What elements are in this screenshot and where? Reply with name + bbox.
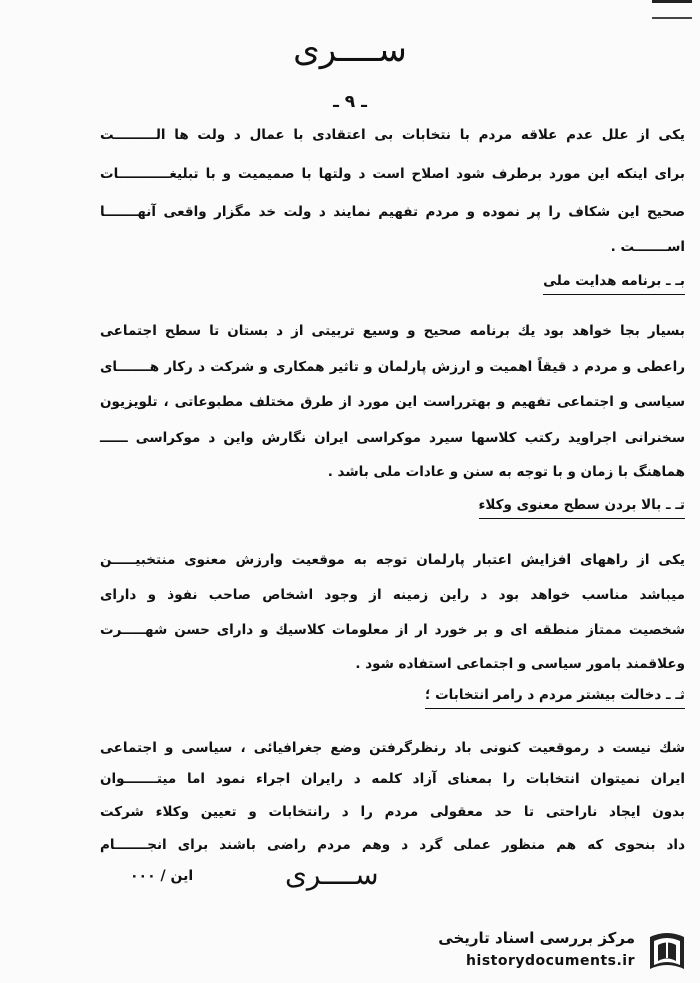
section-heading: تـ ـ بالا بردن سطح معنوی وکلاء <box>479 494 685 519</box>
body-line: بدون ایجاد ناراحتی تا حد معقولی مردم را د رانتخابات و تعیین وکلاء شرکت <box>100 804 685 820</box>
body-line: برای اینکه این مورد برطرف شود اصلاح است د ولتها با صمیمیت و با تبلیغـــــــــــات <box>100 166 685 182</box>
body-line: شخصیت ممتاز منطقه ای و بر خورد ار از معلومات کلاسیك و دارای حسن شهـــــرت <box>100 622 685 638</box>
body-line: شك نیست د رموقعیت کنونی باد رنظرگرفتن وضع جغرافیائی ، سیاسی و اجتماعی <box>100 740 685 756</box>
body-line: یکی از علل عدم علاقه مردم با نتخابات بی اعتقادی با عمال د ولت ها الـــــــــت <box>100 127 685 143</box>
reference-code: این / ۰۰۰ <box>130 868 194 884</box>
body-line: وعلاقمند بامور سیاسی و اجتماعی استفاده شود . <box>355 656 685 672</box>
body-line: بسیار بجا خواهد بود یك برنامه صحیح و وسیع تربیتی از د بستان تا سطح اجتماعی <box>100 323 685 339</box>
corner-mark <box>652 0 692 19</box>
watermark-url: historydocuments.ir <box>466 953 635 969</box>
body-line: هماهنگ با زمان و با توجه به سنن و عادات ملی باشد . <box>327 464 685 480</box>
body-line: سخنرانی اجراوید رکتب کلاسها سیرد موکراسی ایران نگارش واین د موکراسی ــــــ <box>100 430 685 446</box>
body-line: صحیح این شکاف را پر نموده و مردم تفهیم نمایند د ولت خد مگزار واقعی آنهـــــــا <box>100 204 685 220</box>
body-line: داد بنحوی که هم منظور عملی گرد د وهم مردم راضی باشند برای انجـــــــام <box>100 837 685 853</box>
body-line: اســـــــت . <box>610 239 685 255</box>
body-line: ایران نمیتوان انتخابات را بمعنای آزاد کلمه د رایران اجراء نمود اما میتـــــــوان <box>100 771 685 787</box>
signature-block <box>0 858 700 898</box>
watermark-logo <box>415 925 697 980</box>
body-line: یکی از راههای افزایش اعتبار پارلمان توجه به موقعیت وارزش معنوی منتخبیـــــن <box>100 552 685 568</box>
section-heading: ثـ ـ دخالت بیشتر مردم د رامر انتخابات ؛ <box>425 684 685 709</box>
body-line: راعطی و مردم د قیقاً اهمیت و ارزش پارلمان و تاثیر همکاری و شرکت د رکار هـــــــای <box>100 359 685 375</box>
section-number: ـ ۹ ـ <box>333 92 367 112</box>
document-title: ســــری <box>293 30 407 70</box>
body-line: سیاسی و اجتماعی تفهیم و بهترراست این مورد از طرق مختلف مطبوعاتی ، تلویزیون <box>100 394 685 410</box>
section-heading: بـ ـ برنامه هدایت ملی <box>543 270 685 295</box>
watermark-name: مرکز بررسی اسناد تاریخی <box>438 929 635 947</box>
classification-stamp: ســــری <box>285 858 379 891</box>
book-emblem-icon <box>642 927 692 977</box>
body-line: میباشد مناسب خواهد بود د راین زمینه از وجود اشخاص صاحب نفوذ و دارای <box>100 587 685 603</box>
